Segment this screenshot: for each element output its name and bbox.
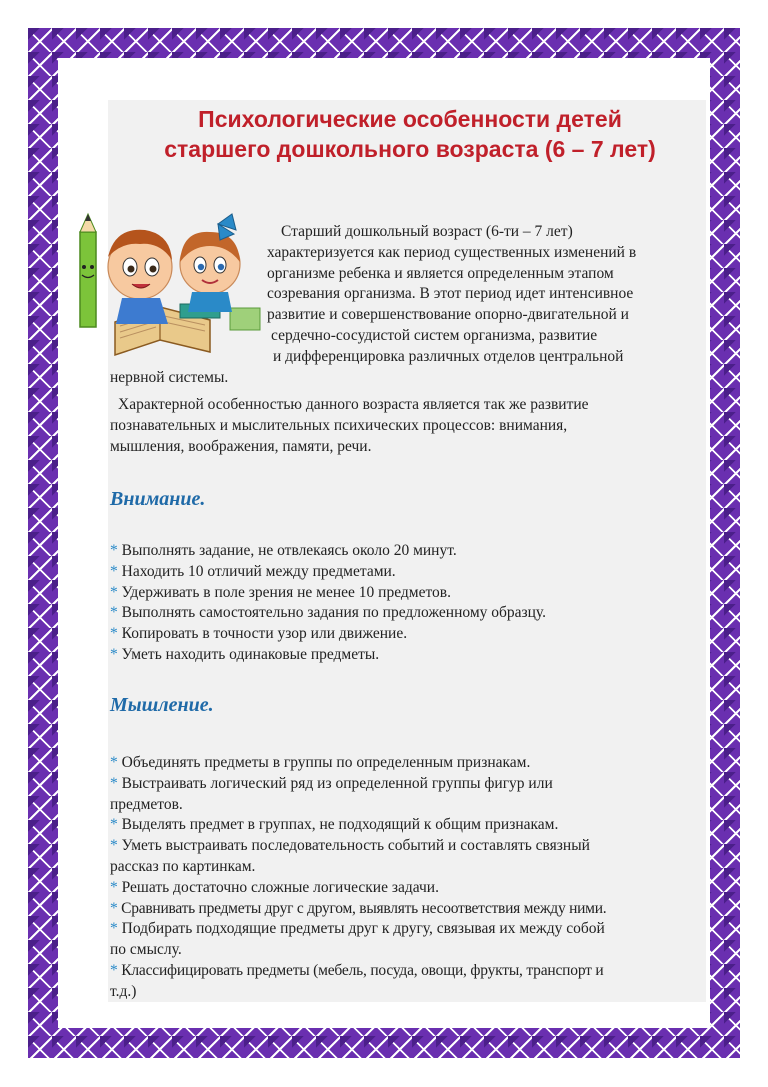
boy-icon [108, 230, 172, 324]
bullet-icon: * [110, 604, 118, 622]
list-item: * Подбирать подходящие предметы друг к другу, связывая их между собой [110, 920, 605, 938]
bullet-icon: * [110, 837, 118, 855]
bullet-icon: * [110, 645, 118, 663]
bullet-icon: * [110, 878, 118, 896]
girl-icon [180, 214, 240, 312]
pencil-icon [80, 214, 96, 327]
bullet-icon: * [110, 754, 118, 771]
list-item: * Удерживать в поле зрения не менее 10 предметов. [110, 583, 451, 601]
page-title [110, 104, 710, 164]
intro-line: сердечно-сосудистой систем организма, развитие [271, 326, 598, 344]
intro-line: организме ребенка и является определенным этапом [267, 264, 614, 282]
thinking-list [110, 753, 606, 1003]
intro-line: и дифференцировка различных отделов центральной [273, 347, 624, 365]
intro-line: Старший дошкольный возраст (6-ти – 7 лет) [281, 223, 573, 240]
development-paragraph [110, 395, 589, 457]
bullet-icon: * [110, 961, 118, 979]
list-item: * Объединять предметы в группы по определенным признакам. [110, 754, 531, 771]
intro-tail [110, 368, 228, 389]
paragraph-line: мышления, воображения, памяти, речи. [110, 437, 372, 455]
bullet-icon: * [110, 583, 118, 601]
intro-line: развитие и совершенствование опорно-двигательной и [267, 306, 629, 324]
list-item-continuation: предметов. [110, 795, 183, 813]
intro-line: характеризуется как период существенных изменений в [267, 243, 637, 261]
list-item: * Сравнивать предметы друг с другом, выявлять несоответствия между ними. [110, 899, 607, 917]
bullet-icon: * [110, 920, 118, 938]
list-item: * Выстраивать логический ряд из определенной группы фигур или [110, 774, 553, 792]
bullet-icon: * [110, 625, 118, 643]
children-reading-book-icon [60, 212, 265, 367]
paragraph-line: познавательных и мыслительных психических процессов: внимания, [110, 416, 568, 434]
bullet-icon: * [110, 774, 118, 792]
attention-list [110, 541, 546, 666]
list-item-continuation: рассказ по картинкам. [110, 857, 256, 875]
list-item: * Уметь находить одинаковые предметы. [110, 645, 380, 663]
bullet-icon: * [110, 816, 118, 834]
list-item: * Копировать в точности узор или движение. [110, 625, 408, 643]
list-item: * Выполнять самостоятельно задания по предложенному образцу. [110, 604, 547, 622]
attention-heading: Внимание. [110, 488, 206, 510]
intro-line: созревания организма. В этот период идет интенсивное [267, 285, 634, 303]
paragraph-line: Характерной особенностью данного возраста является так же развитие [118, 396, 589, 413]
intro-paragraph [267, 222, 636, 368]
thinking-heading: Мышление. [110, 694, 214, 716]
list-item: * Уметь выстраивать последовательность событий и составлять связный [110, 837, 590, 855]
list-item: * Выполнять задание, не отвлекаясь около 20 минут. [110, 542, 457, 559]
list-item-continuation: по смыслу. [110, 941, 182, 959]
list-item: * Решать достаточно сложные логические задачи. [110, 878, 439, 896]
list-item-continuation: т.д.) [110, 982, 137, 1000]
bullet-icon: * [110, 562, 118, 580]
intro-tail-line: нервной системы. [110, 369, 229, 386]
list-item: * Выделять предмет в группах, не подходящий к общим признакам. [110, 816, 559, 834]
list-item: * Находить 10 отличий между предметами. [110, 562, 396, 580]
bullet-icon: * [110, 899, 118, 917]
bullet-icon: * [110, 542, 118, 559]
title-line-1: Психологические особенности детей [198, 106, 622, 132]
title-line-2: старшего дошкольного возраста (6 – 7 лет) [164, 136, 656, 162]
list-item: * Классифицировать предметы (мебель, посуда, овощи, фрукты, транспорт и [110, 961, 604, 979]
